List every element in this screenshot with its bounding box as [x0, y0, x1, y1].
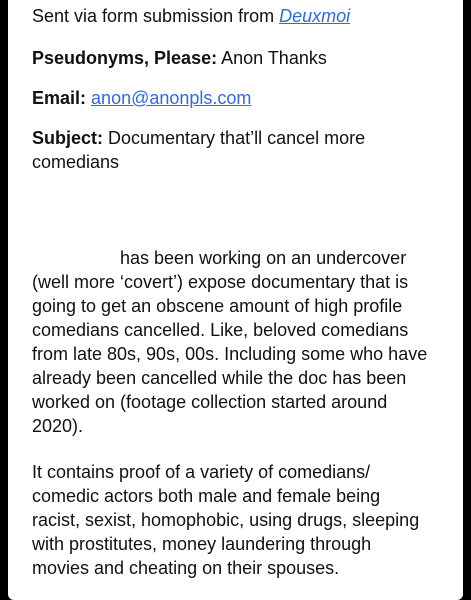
email-line [32, 86, 449, 110]
sent-via-line [32, 4, 449, 28]
body-line: already been cancelled while the doc has been [32, 368, 407, 388]
body-paragraph-2 [32, 460, 449, 580]
body-line: comedians cancelled. Like, beloved comedians [32, 320, 409, 340]
body-line: has been working on an undercover [120, 248, 407, 268]
subject-label: Subject: [32, 128, 104, 148]
deuxmoi-link[interactable]: Deuxmoi [279, 6, 351, 26]
body-line: comedic actors both male and female being [32, 486, 381, 506]
body-line: It contains proof of a variety of comedians/ [32, 462, 371, 482]
body-line: worked on (footage collection started around [32, 392, 388, 412]
body-line: (well more ‘covert’) expose documentary that is [32, 272, 409, 292]
email-address-link[interactable]: anon@anonpls.com [91, 88, 252, 108]
body-line: 2020). [32, 416, 84, 436]
body-line: going to get an obscene amount of high profile [32, 296, 403, 316]
subject-line [32, 126, 449, 174]
pseudonym-value: Anon Thanks [217, 48, 327, 68]
subject-value: Documentary that’ll cancel more comedians [32, 128, 366, 172]
body-paragraph-1 [32, 246, 449, 438]
pseudonym-line [32, 46, 449, 70]
body-line: movies and cheating on their spouses. [32, 558, 340, 578]
pseudonym-label: Pseudonyms, Please: [32, 48, 218, 68]
email-label: Email: [32, 88, 87, 108]
sent-via-text: Sent via form submission from [32, 6, 280, 26]
body-line: racist, sexist, homophobic, using drugs, sleeping [32, 510, 420, 530]
body-line: from late 80s, 90s, 00s. Including some who have [32, 344, 428, 364]
email-card [8, 0, 463, 600]
body-line: with prostitutes, money laundering through [32, 534, 372, 554]
